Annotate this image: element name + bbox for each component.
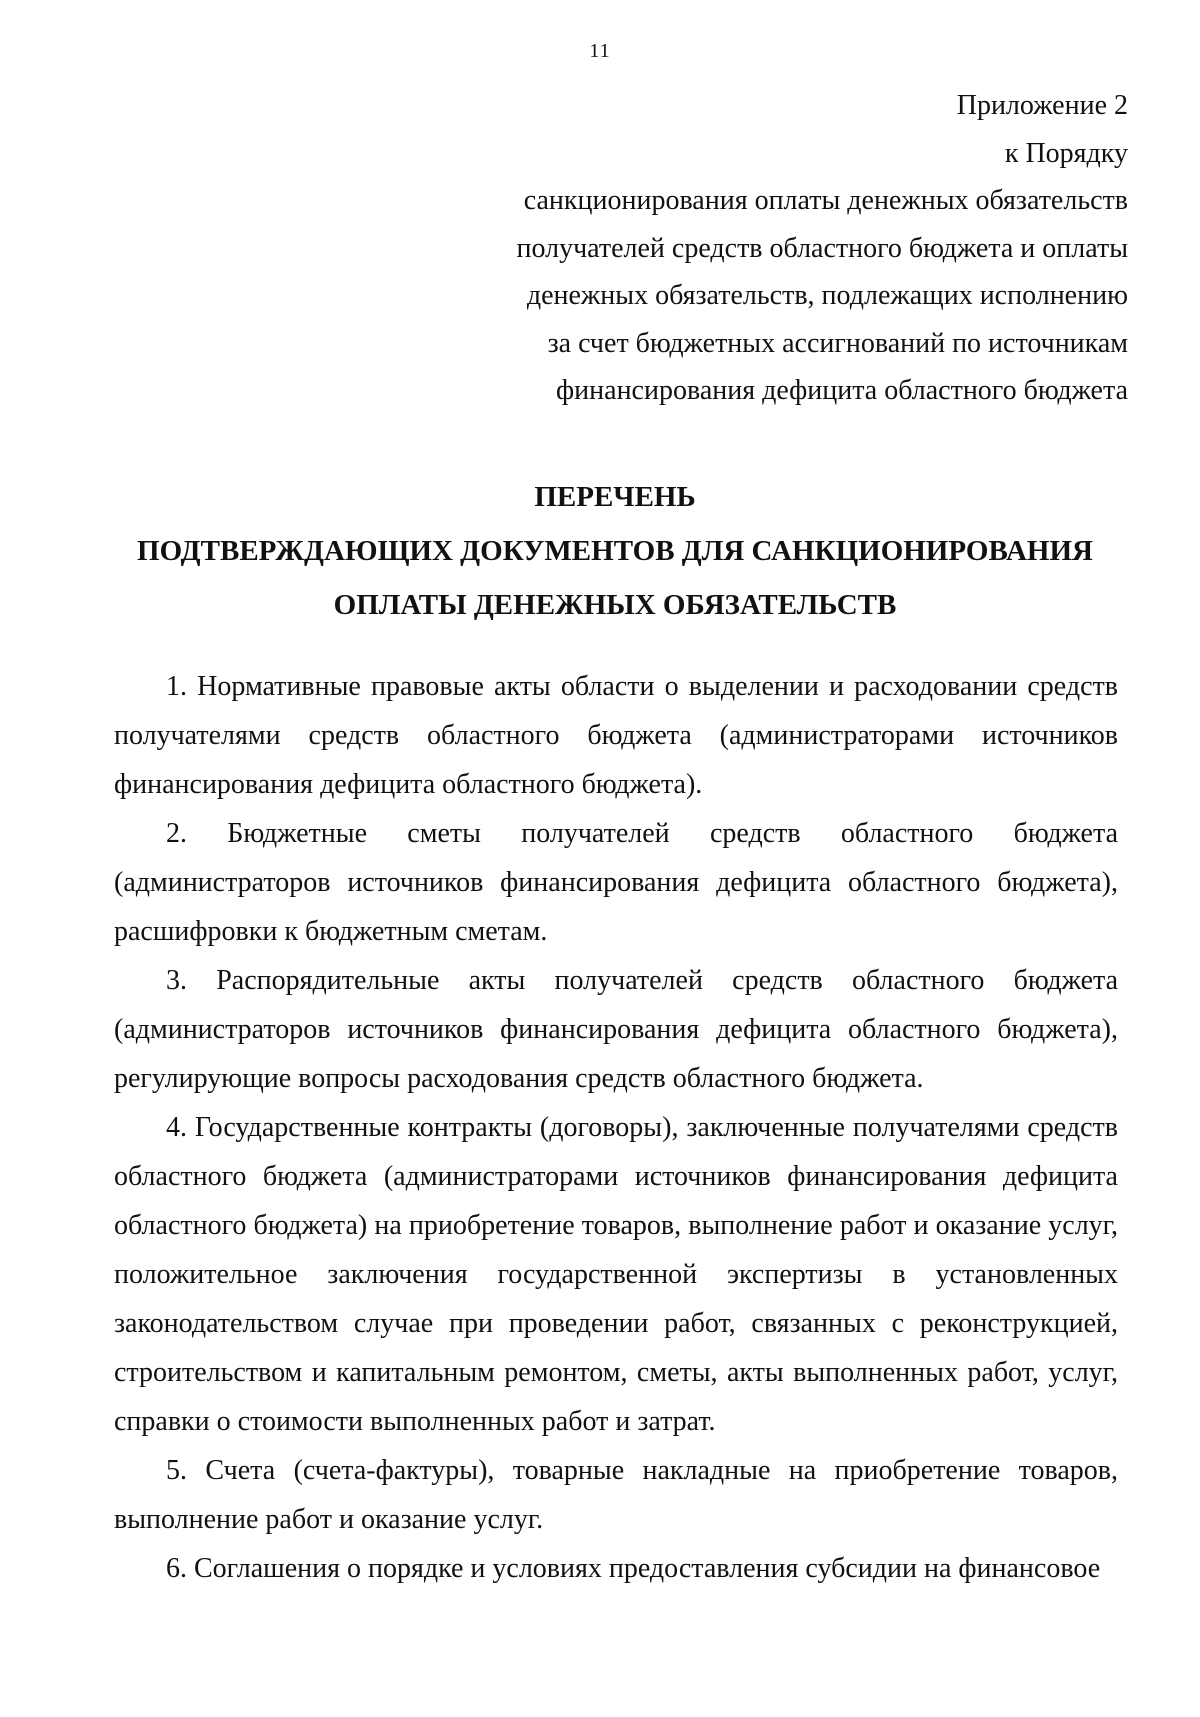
title-line: ОПЛАТЫ ДЕНЕЖНЫХ ОБЯЗАТЕЛЬСТВ <box>333 589 897 621</box>
list-item: 5. Счета (счета-фактуры), товарные накладные на приобретение товаров, выполнение работ и оказание услуг. <box>114 1455 1118 1535</box>
document-title <box>110 470 1120 632</box>
appendix-line: финансирования дефицита областного бюджета <box>556 375 1128 406</box>
list-item: 1. Нормативные правовые акты области о выделении и расходовании средств получателями средств областного бюджета (администраторами источников финансирования дефицита областного бюджета). <box>114 671 1118 800</box>
appendix-line: денежных обязательств, подлежащих исполнению <box>526 280 1128 311</box>
appendix-line: за счет бюджетных ассигнований по источникам <box>547 327 1128 359</box>
list-item: 2. Бюджетные сметы получателей средств областного бюджета (администраторов источников финансирования дефицита областного бюджета), расшифровки к бюджетным сметам. <box>114 818 1118 947</box>
list-item: 3. Распорядительные акты получателей средств областного бюджета (администраторов источников финансирования дефицита областного бюджета), регулирующие вопросы расходования средств областного бюджета. <box>114 965 1118 1094</box>
document-body <box>114 662 1118 1593</box>
appendix-heading <box>368 82 1128 415</box>
appendix-line: получателей средств областного бюджета и оплаты <box>516 232 1128 264</box>
appendix-line: к Порядку <box>1004 137 1128 169</box>
page-number: 11 <box>589 40 611 62</box>
title-line: ПОДТВЕРЖДАЮЩИХ ДОКУМЕНТОВ ДЛЯ САНКЦИОНИРОВАНИЯ <box>137 535 1093 567</box>
list-item: 6. Соглашения о порядке и условиях предоставления субсидии на финансовое <box>166 1553 1101 1584</box>
appendix-line: Приложение 2 <box>956 90 1128 121</box>
appendix-line: санкционирования оплаты денежных обязательств <box>523 185 1128 216</box>
title-line: ПЕРЕЧЕНЬ <box>534 481 696 513</box>
list-item: 4. Государственные контракты (договоры), заключенные получателями средств областного бюджета (администраторами источников финансирования дефицита областного бюджета) на приобретение товаров, выполнение работ и оказание услуг, положительное заключения государственной экспертизы в установленных законодательством случае при проведении работ, связанных с реконструкцией, строительством и капитальным ремонтом, сметы, акты выполненных работ, услуг, справки о стоимости выполненных работ и затрат. <box>114 1112 1118 1437</box>
